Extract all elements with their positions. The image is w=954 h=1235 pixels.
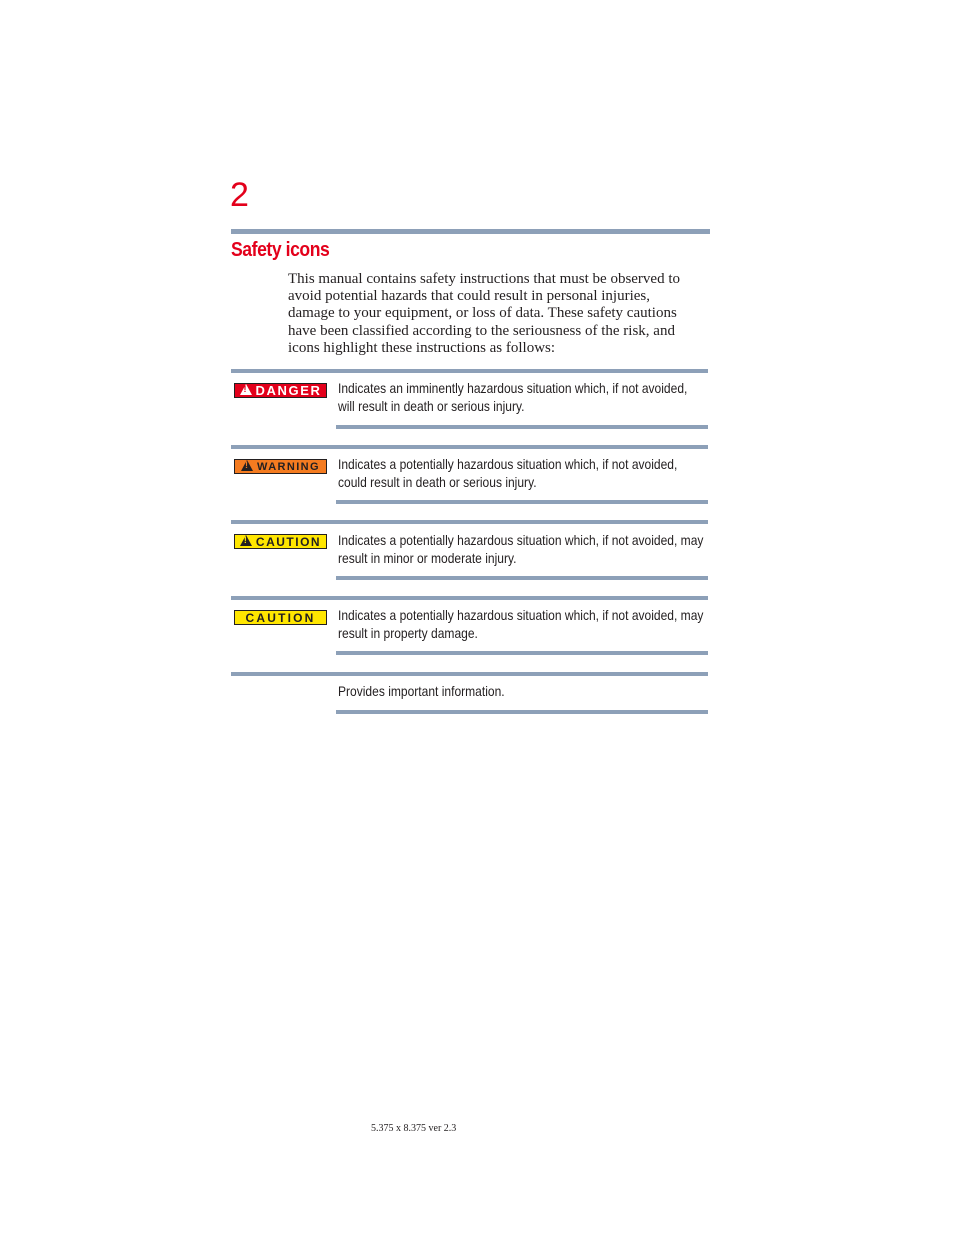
danger-badge	[234, 383, 327, 398]
entry-top-rule	[231, 596, 708, 600]
entry-description	[338, 456, 678, 491]
description-line: Indicates an imminently hazardous situation which, if not avoided,	[338, 380, 688, 396]
entry-bottom-rule	[336, 651, 708, 655]
warning-triangle-icon	[240, 535, 252, 546]
entry-description	[338, 683, 663, 701]
description-line: will result in death or serious injury.	[338, 397, 525, 414]
description-line: result in minor or moderate injury.	[338, 549, 517, 566]
safety-entry-caution-injury	[231, 520, 709, 582]
section-divider	[231, 229, 710, 234]
entry-description	[338, 532, 704, 567]
section-title: Safety icons	[231, 239, 330, 261]
badge-label: CAUTION	[255, 534, 322, 549]
entry-bottom-rule	[336, 710, 708, 714]
entry-bottom-rule	[336, 500, 708, 504]
entry-top-rule	[231, 672, 708, 676]
entry-bottom-rule	[336, 425, 708, 429]
badge-label: WARNING	[257, 460, 320, 473]
description-line: Indicates a potentially hazardous situation which, if not avoided, may	[338, 532, 704, 548]
safety-entry-warning	[231, 445, 709, 507]
description-line: Provides important information.	[338, 683, 505, 699]
page-footer: 5.375 x 8.375 ver 2.3	[371, 1123, 457, 1134]
safety-entry-danger	[231, 369, 709, 431]
intro-line: This manual contains safety instructions that must be observed to	[288, 271, 681, 287]
entry-top-rule	[231, 369, 708, 373]
caution-badge	[234, 534, 327, 549]
description-line: result in property damage.	[338, 624, 478, 641]
entry-top-rule	[231, 445, 708, 449]
safety-entry-note	[231, 672, 709, 716]
intro-line: damage to your equipment, or loss of data. These safety cautions	[288, 305, 677, 322]
warning-triangle-icon	[241, 460, 253, 471]
warning-triangle-icon	[240, 384, 252, 395]
entry-top-rule	[231, 520, 708, 524]
intro-line: avoid potential hazards that could result in personal injuries,	[288, 288, 650, 305]
badge-label: CAUTION	[245, 610, 316, 625]
description-line: Indicates a potentially hazardous situation which, if not avoided, may	[338, 607, 704, 623]
warning-badge	[234, 459, 327, 474]
badge-label: DANGER	[255, 383, 322, 398]
description-line: could result in death or serious injury.	[338, 473, 537, 490]
description-line: Indicates a potentially hazardous situation which, if not avoided,	[338, 456, 678, 472]
caution-badge	[234, 610, 327, 625]
entry-description	[338, 607, 704, 642]
intro-line: icons highlight these instructions as follows:	[288, 339, 556, 356]
page-number: 2	[230, 176, 249, 214]
intro-line: have been classified according to the seriousness of the risk, and	[288, 322, 675, 339]
intro-paragraph	[288, 271, 708, 357]
entry-bottom-rule	[336, 576, 708, 580]
safety-entry-caution-property	[231, 596, 709, 658]
entry-description	[338, 380, 688, 415]
